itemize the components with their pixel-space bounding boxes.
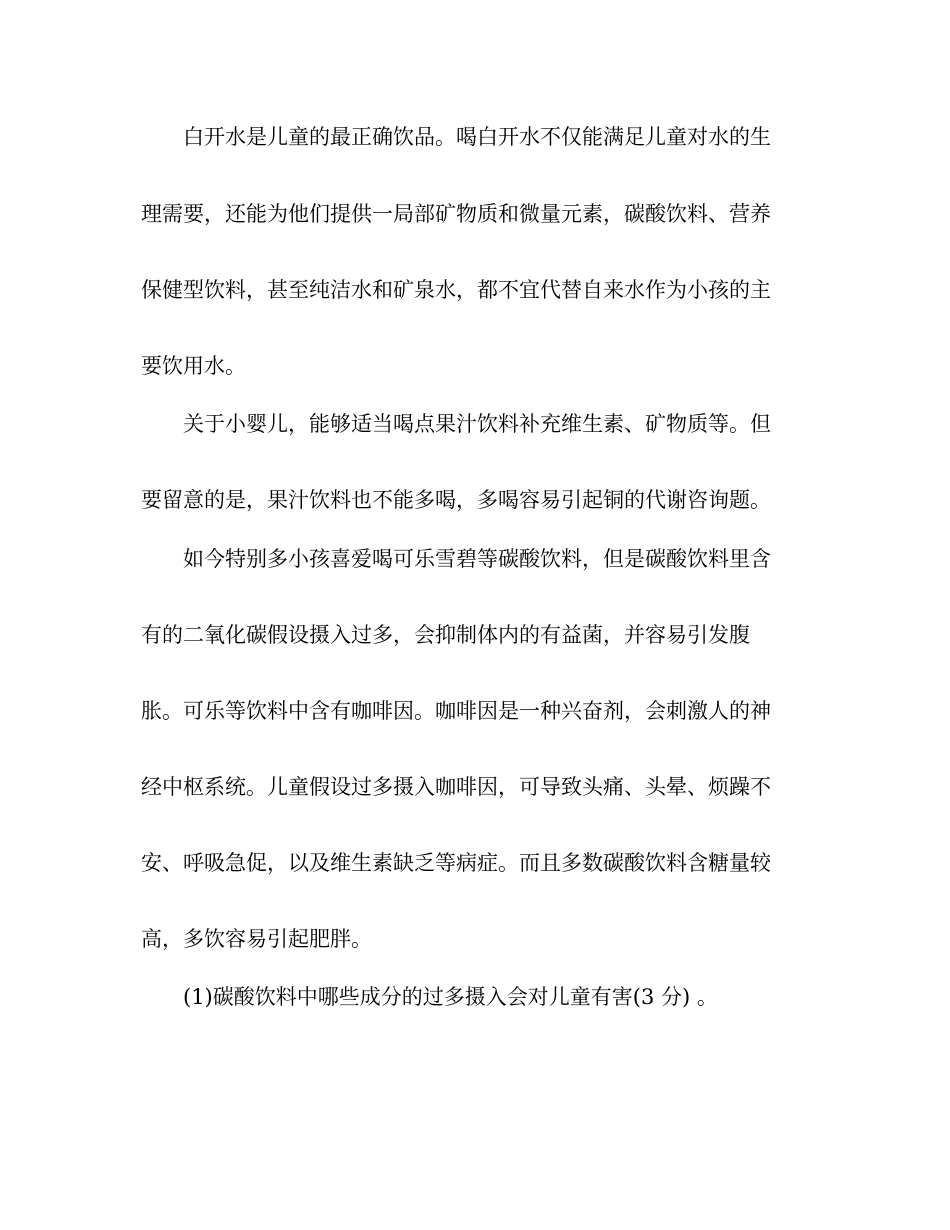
- paragraph-line: 保健型饮料，甚至纯洁水和矿泉水，都不宜代替自来水作为小孩的主: [141, 278, 771, 302]
- paragraph-line: 要饮用水。: [141, 354, 246, 378]
- paragraph-line: 经中枢系统。儿童假设过多摄入咖啡因，可导致头痛、头晕、烦躁不: [141, 775, 771, 799]
- paragraph-line: 有的二氧化碳假设摄入过多，会抑制体内的有益菌，并容易引发腹: [141, 623, 750, 647]
- paragraph-line: 白开水是儿童的最正确饮品。喝白开水不仅能满足儿童对水的生: [183, 125, 771, 149]
- paragraph-line: 安、呼吸急促，以及维生素缺乏等病症。而且多数碳酸饮料含糖量较: [141, 851, 771, 875]
- question-line: (1)碳酸饮料中哪些成分的过多摄入会对儿童有害(3 分) 。: [183, 985, 718, 1009]
- paragraph-line: 胀。可乐等饮料中含有咖啡因。咖啡因是一种兴奋剂，会刺激人的神: [141, 699, 771, 723]
- paragraph-line: 高，多饮容易引起肥胖。: [141, 927, 372, 951]
- paragraph-line: 如今特别多小孩喜爱喝可乐雪碧等碳酸饮料，但是碳酸饮料里含: [183, 547, 771, 571]
- paragraph-line: 关于小婴儿，能够适当喝点果汁饮料补充维生素、矿物质等。但: [183, 412, 771, 436]
- paragraph-line: 理需要，还能为他们提供一局部矿物质和微量元素，碳酸饮料、营养: [141, 202, 771, 226]
- paragraph-line: 要留意的是，果汁饮料也不能多喝，多喝容易引起铜的代谢咨询题。: [141, 488, 771, 512]
